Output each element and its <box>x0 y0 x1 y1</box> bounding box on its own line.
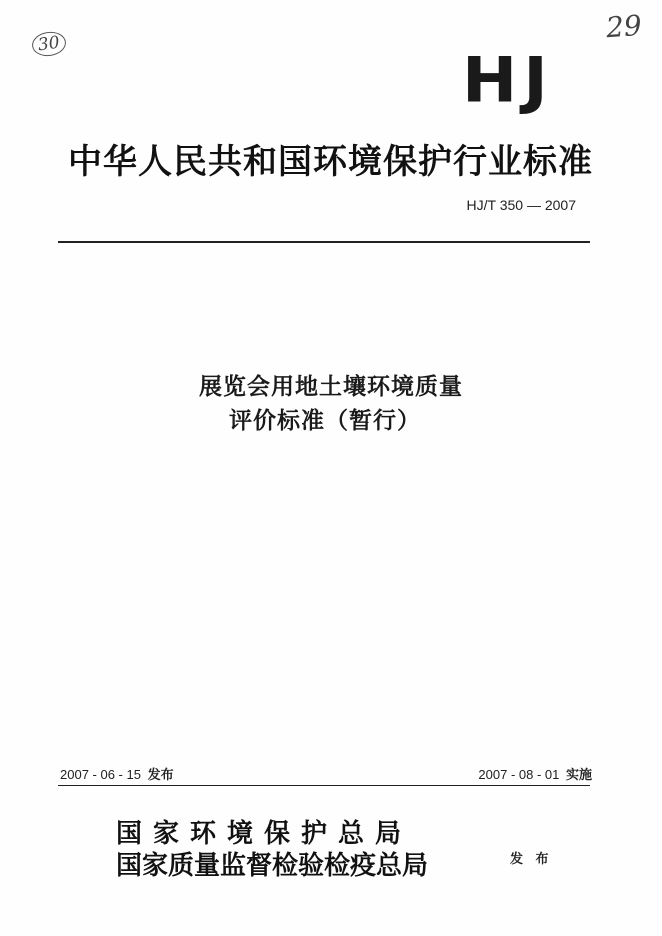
implementation-date-label: 实施 <box>565 768 592 783</box>
top-divider <box>58 241 590 243</box>
issuing-authorities <box>116 818 428 882</box>
issue-date-label: 发布 <box>147 768 174 783</box>
bottom-divider <box>58 785 590 786</box>
document-title-line1: 展览会用地土壤环境质量 <box>199 374 463 400</box>
standard-number: HJ/T 350 — 2007 <box>466 197 576 213</box>
org-title: 中华人民共和国环境保护行业标准 <box>68 142 593 182</box>
implementation-date <box>478 764 592 783</box>
hj-logo: HJ <box>462 43 554 117</box>
issue-date <box>60 764 174 783</box>
document-title <box>0 370 662 438</box>
document-title-line2: 评价标准（暂行） <box>229 408 421 434</box>
handwritten-page-mark-right: 29 <box>604 8 643 45</box>
issuing-authority-1: 国家环境保护总局 <box>116 819 413 849</box>
implementation-date-value: 2007 - 08 - 01 <box>478 767 560 782</box>
handwritten-page-mark-left: 30 <box>30 30 67 58</box>
issue-date-value: 2007 - 06 - 15 <box>60 767 141 782</box>
publish-label: 发 布 <box>510 852 553 867</box>
issuing-authority-2: 国家质量监督检验检疫总局 <box>116 851 429 881</box>
